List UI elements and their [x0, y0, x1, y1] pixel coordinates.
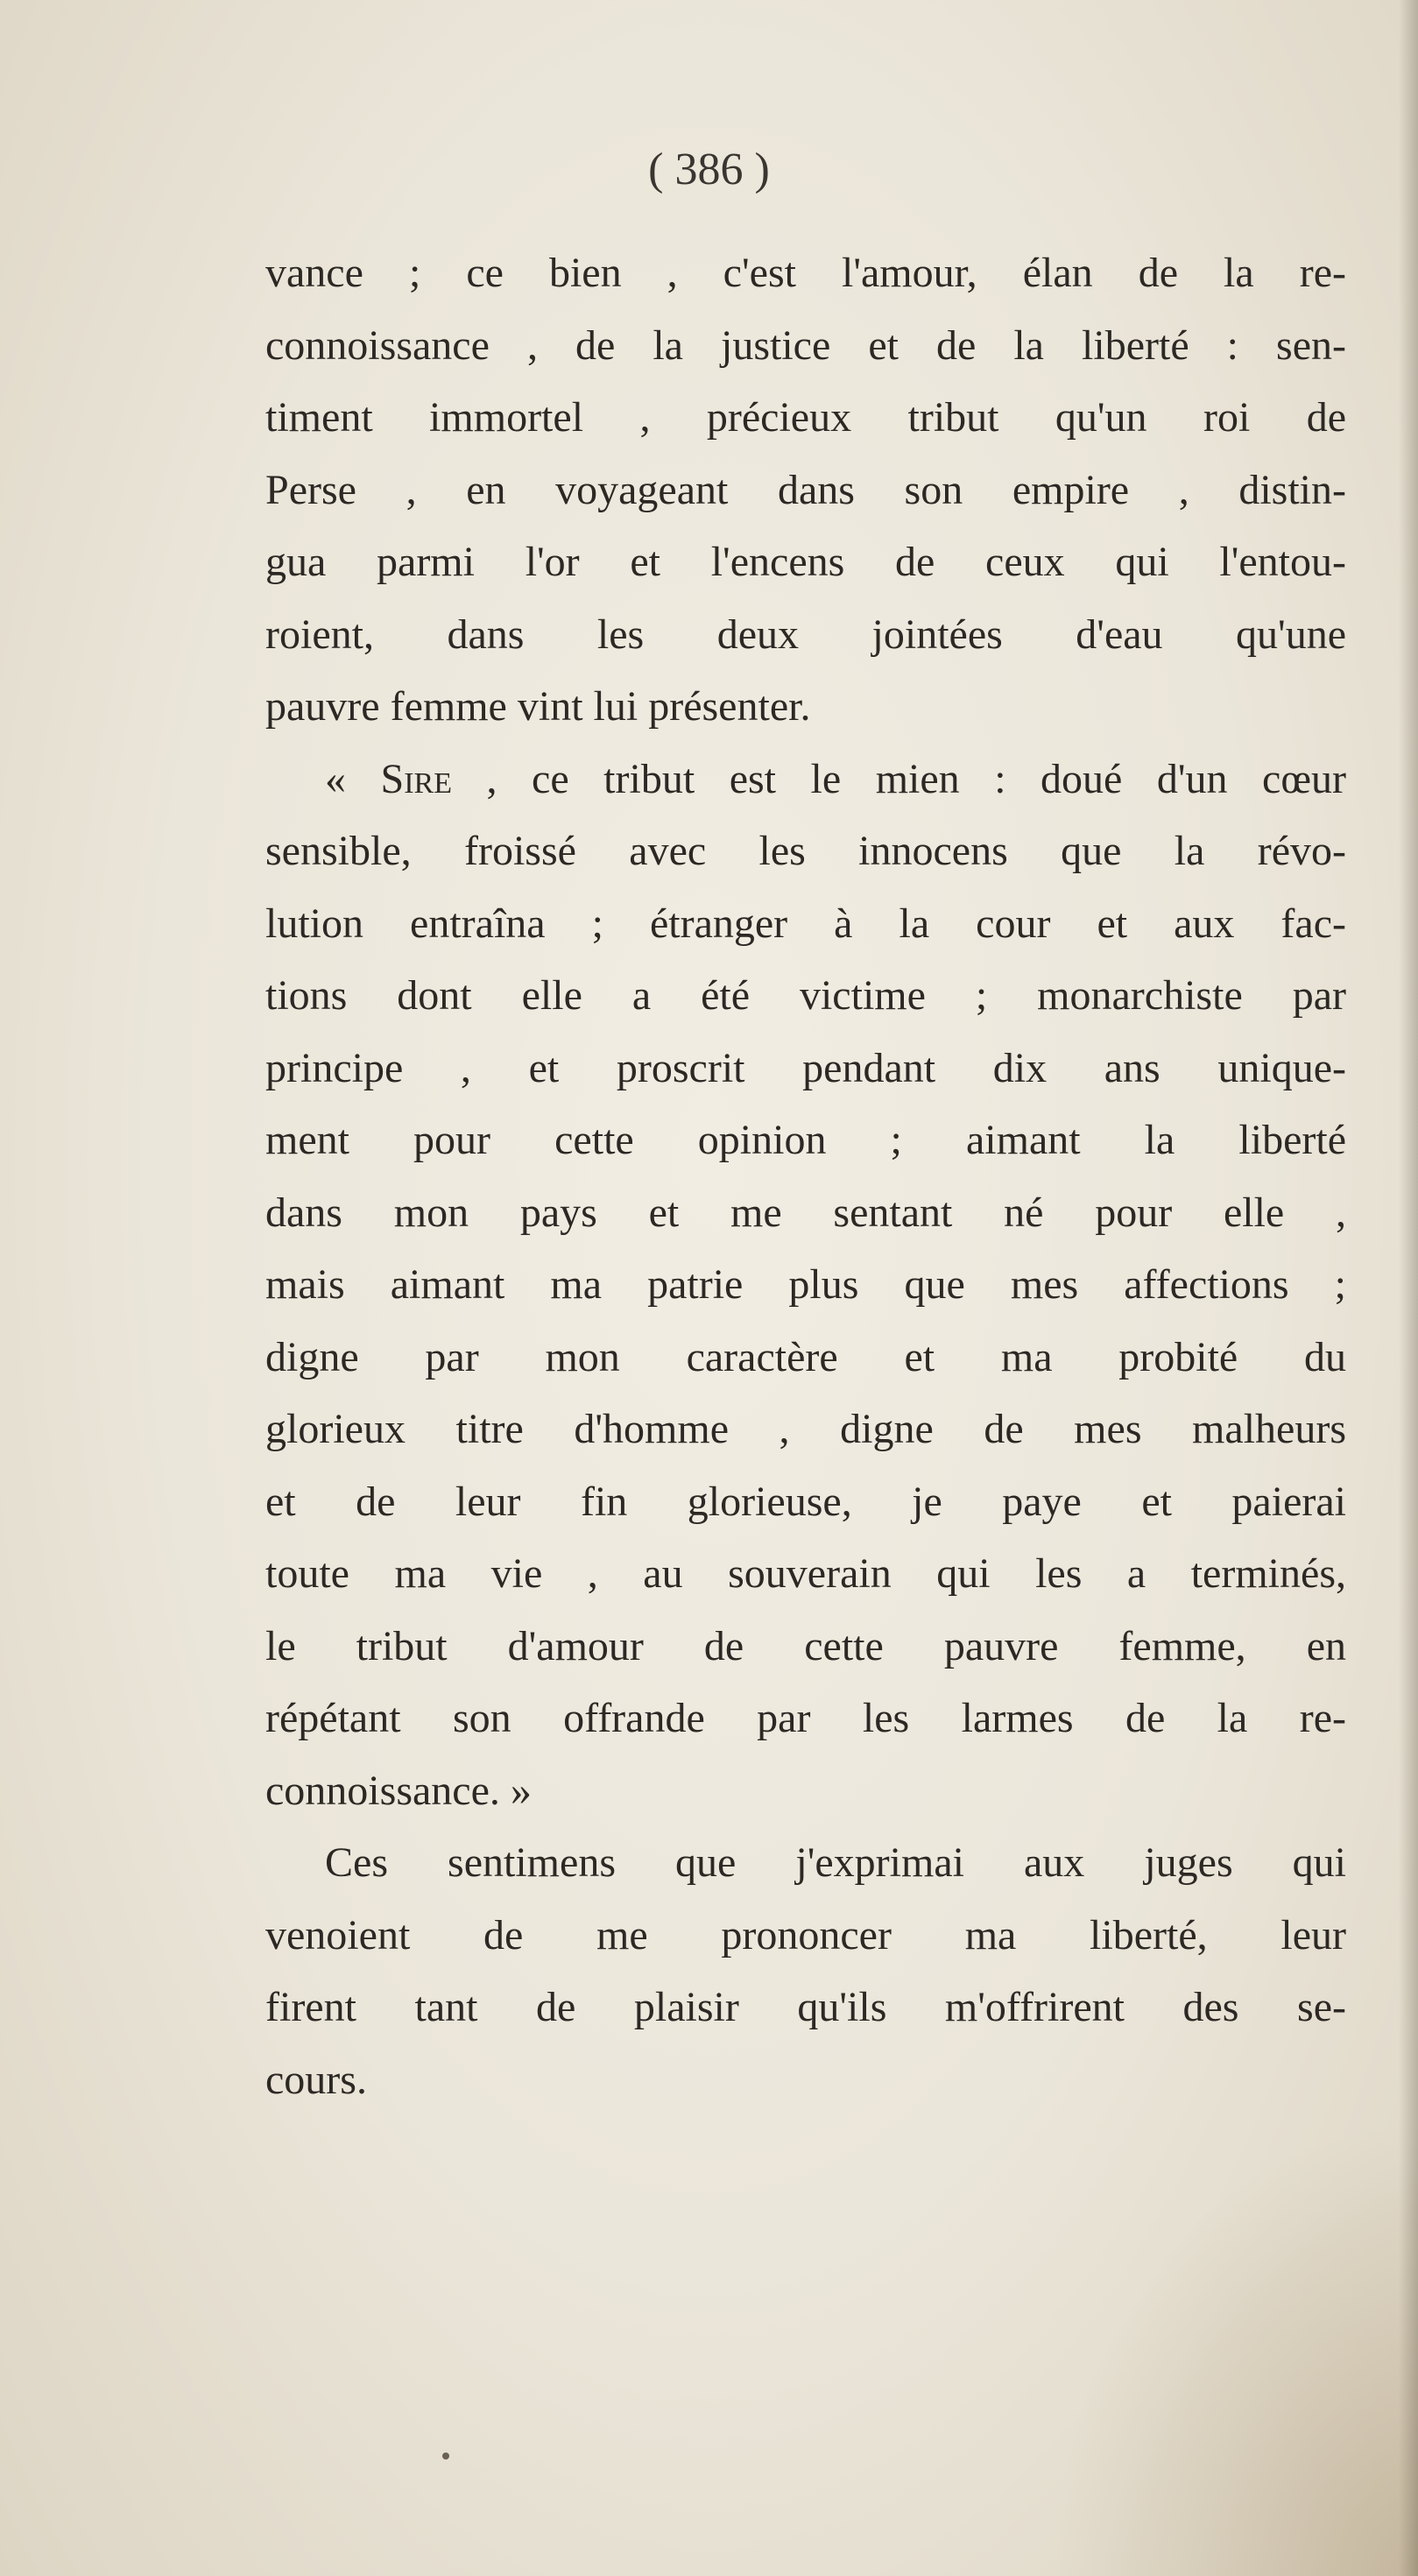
text-line: tions dont elle a été victime ; monarchiste par [265, 972, 1346, 1019]
page-edge-shadow [1399, 0, 1418, 2576]
text-line: digne par mon caractère et ma probité du [265, 1333, 1346, 1380]
text-line: le tribut d'amour de cette pauvre femme, en [265, 1622, 1346, 1669]
text-line: connoissance , de la justice et de la liberté : sen- [265, 321, 1346, 369]
text-line: roient, dans les deux jointées d'eau qu'une [265, 610, 1346, 658]
text-line: répétant son offrande par les larmes de la re- [265, 1695, 1346, 1741]
text-line: toute ma vie , au souverain qui les a terminés, [265, 1550, 1346, 1597]
text-line: Ces sentimens que j'exprimai aux juges qui [325, 1839, 1346, 1886]
text-line: Perse , en voyageant dans son empire , distin- [265, 466, 1346, 513]
text-line: principe , et proscrit pendant dix ans unique- [265, 1044, 1346, 1091]
text-line: connoissance. » [265, 1767, 532, 1814]
opening-quote: « [325, 755, 381, 802]
text-line: venoient de me prononcer ma liberté, leur [265, 1911, 1346, 1958]
text-line: gua parmi l'or et l'encens de ceux qui l'entou- [265, 539, 1346, 585]
text-line: pauvre femme vint lui présenter. [265, 683, 811, 730]
paragraph-3 [265, 1827, 1346, 2116]
paragraph-1 [265, 237, 1346, 744]
page-number: ( 386 ) [648, 145, 770, 194]
text-line: lution entraîna ; étranger à la cour et aux fac- [265, 900, 1346, 947]
text-line: timent immortel , précieux tribut qu'un roi de [265, 394, 1346, 441]
text-line: dans mon pays et me sentant né pour elle , [265, 1189, 1346, 1236]
text-line: cours. [265, 2056, 367, 2103]
address-sire: Sire [380, 755, 452, 802]
opening-rest: , ce tribut est le mien : doué d'un cœur [452, 755, 1346, 802]
text-line: vance ; ce bien , c'est l'amour, élan de la re- [265, 250, 1346, 296]
text-line: ment pour cette opinion ; aimant la liberté [265, 1117, 1346, 1163]
text-line: et de leur fin glorieuse, je paye et paierai [265, 1478, 1346, 1525]
body-text [265, 237, 1346, 2116]
text-line: firent tant de plaisir qu'ils m'offrirent des se- [265, 1984, 1346, 2030]
paper-stain [1050, 2121, 1418, 2576]
paragraph-2 [265, 744, 1346, 1828]
text-line-opening [265, 744, 1346, 816]
text-line: sensible, froissé avec les innocens que la révo- [265, 828, 1346, 874]
text-line: mais aimant ma patrie plus que mes affections ; [265, 1261, 1346, 1308]
ink-speck [442, 2452, 449, 2460]
text-line: glorieux titre d'homme , digne de mes malheurs [265, 1406, 1346, 1452]
